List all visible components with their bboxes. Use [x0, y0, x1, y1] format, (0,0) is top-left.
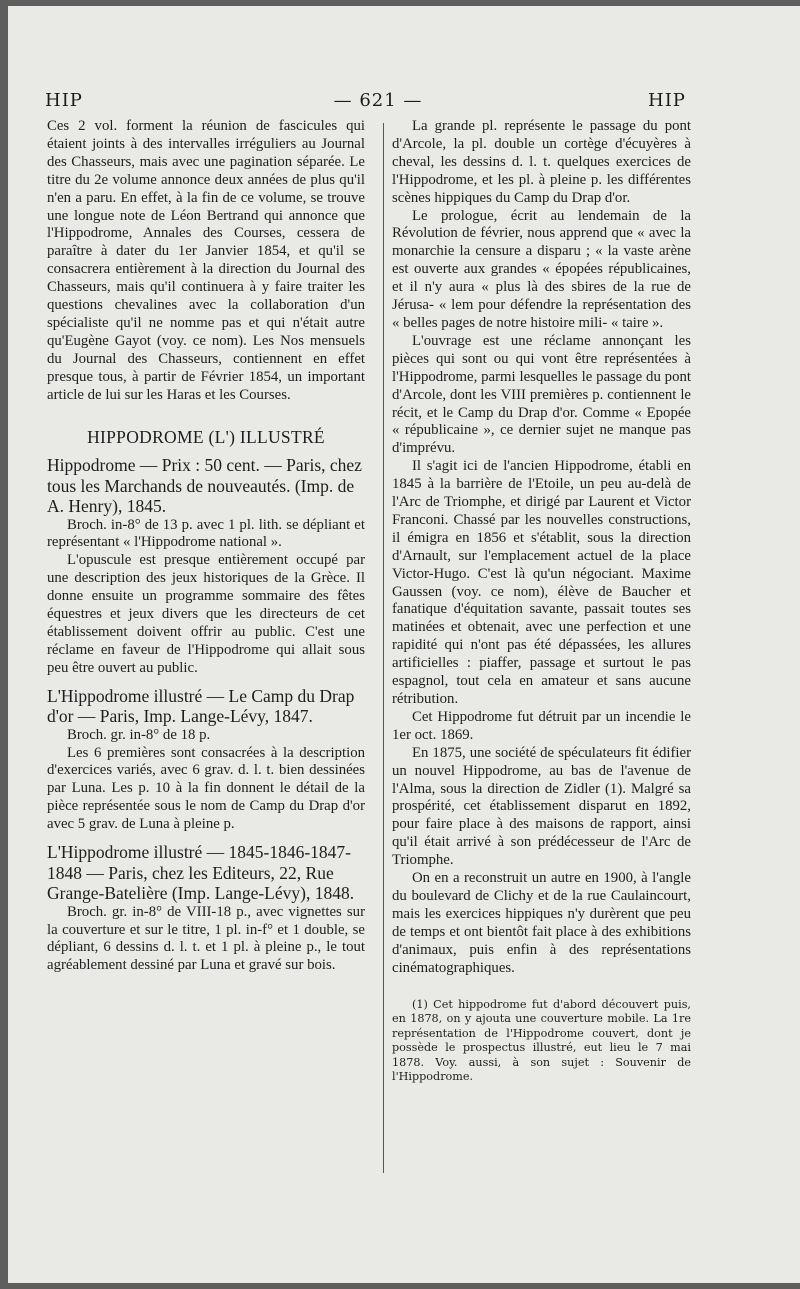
paragraph: En 1875, une société de spéculateurs fit édifier un nouvel Hippodrome, au bas de l'avenue de l'Alma, sous la direction de Zidler (1). Malgré sa prospérité, cet établissement disparut en 1892, pour faire place à des maisons de rapport, ainsi qu'il était arrivé à son prédécesseur de l'Arc de Triomphe. — [392, 744, 691, 869]
paragraph: Broch. gr. in-8° de VIII-18 p., avec vignettes sur la couverture et sur le titre, 1 pl. in-f° et 1 double, se dépliant, 6 dessins d. l. t. et 1 pl. à pleine p., le tout agréablement dessiné par Luna et gravé sur bois. — [47, 903, 365, 974]
page-number: — 621 — — [333, 90, 423, 111]
paragraph: Ces 2 vol. forment la réunion de fascicules qui étaient joints à des intervalles irréguliers au Journal des Chasseurs, mais avec une pagination séparée. Le titre du 2e volume annonce deux années de plus qu'il n'en a paru. En effet, à la fin de ce volume, se trouve une longue note de Léon Bertrand qui annonce que l'Hippodrome, Annales des Courses, cessera de paraître à dater du 1er Janvier 1854, et qu'il se consacrera entièrement à la direction du Journal des Chasseurs, mais qu'il continuera à y faire traiter les questions chevalines avec la collaboration d'un spécialiste qu'il ne nomme pas et qui n'était autre qu'Eugène Gayot (voy. ce nom). Les Nos mensuels du Journal des Chasseurs, contiennent en effet presque tous, à partir de Février 1854, un important article de lui sur les Haras et les Courses. — [47, 118, 365, 403]
paragraph: L'ouvrage est une réclame annonçant les pièces qui sont ou qui vont être représentées à l'Hippodrome, parmi lesquelles le passage du pont d'Arcole, dont les VIII premières p. contiennent le récit, et le Camp du Drap d'or. Comme « Epopée « républicaine », ce dernier sujet ne manque pas d'imprévu. — [392, 332, 691, 457]
paragraph: Broch. in-8° de 13 p. avec 1 pl. lith. se dépliant et représentant « l'Hippodrome national ». — [47, 516, 365, 551]
entry-title: Hippodrome — Prix : 50 cent. — Paris, chez tous les Marchands de nouveautés. (Imp. de A. Henry), 1845. — [47, 455, 362, 516]
paragraph: Les 6 premières sont consacrées à la description d'exercices variés, avec 6 grav. d. l. t. bien dessinées par Luna. Les p. 10 à la fin donnent le détail de la pièce représentée sous le nom de Camp du Drap d'or avec 5 grav. de Luna à pleine p. — [47, 744, 365, 833]
paragraph: On en a reconstruit un autre en 1900, à l'angle du boulevard de Clichy et de la rue Caulaincourt, mais les exercices hippiques n'y durèrent que peu de temps et ont bientôt fait place à des exhibitions d'animaux, puis enfin à des représentations cinématographiques. — [392, 870, 691, 976]
entry-heading: HIPPODROME (L') ILLUSTRÉ — [87, 426, 325, 447]
entry-title: L'Hippodrome illustré — 1845-1846-1847-1848 — Paris, chez les Editeurs, 22, Rue Grange-Batelière (Imp. Lange-Lévy), 1848. — [47, 842, 355, 904]
right-column — [392, 118, 691, 1085]
running-head-left: HIP — [45, 90, 83, 111]
footnote: (1) Cet hippodrome fut d'abord découvert puis, en 1878, on y ajouta une couverture mobile. La 1re représentation de l'Hippodrome couvert, dont je possède le prospectus illustré, eut lieu le 7 mai 1878. Voy. aussi, à son sujet : Souvenir de l'Hippodrome. — [392, 997, 691, 1084]
entry-title: L'Hippodrome illustré — Le Camp du Drap d'or — Paris, Imp. Lange-Lévy, 1847. — [47, 685, 355, 727]
paragraph: Cet Hippodrome fut détruit par un incendie le 1er oct. 1869. — [392, 708, 691, 743]
paragraph: Le prologue, écrit au lendemain de la Révolution de février, nous apprend que « avec la monarchie la censure a disparu ; « la vaste arène est ouverte aux grandes « épopées républicaines, et il n'y aura « plus là des sbires de la rue de Jérusa- « lem pour défendre la représentation des « belles pages de notre histoire mili- « taire ». — [392, 207, 691, 331]
running-head-right: HIP — [648, 90, 686, 111]
column-divider — [383, 123, 384, 1173]
paragraph: Il s'agit ici de l'ancien Hippodrome, établi en 1845 à la barrière de l'Etoile, un peu au-delà de l'Arc de Triomphe, et dirigé par Laurent et Victor Franconi. Chassé par les nouvelles constructions, il émigra en 1856 et s'établit, sous la direction d'Arnault, sur l'emplacement actuel de la place Victor-Hugo. C'est là qu'un négociant. Maxime Gaussen (voy. ce nom), élève de Baucher et fanatique d'équitation savante, passait toutes ses matinées et obtenait, avec une perfection et une rapidité qui n'ont pas été dépassées, les allures artificielles : piaffer, passage et surtout le pas espagnol, tout cela en amateur et sans aucune rétribution. — [392, 458, 691, 707]
paragraph: L'opuscule est presque entièrement occupé par une description des jeux historiques de la Grèce. Il donne ensuite un programme sommaire des fêtes équestres et jeux divers que les directeurs de cet établissement doivent offrir au public. C'est une réclame en faveur de l'Hippodrome qui allait sous peu être ouvert au public. — [47, 552, 365, 676]
left-column — [47, 118, 365, 975]
book-page — [8, 6, 800, 1283]
paragraph: Broch. gr. in-8° de 18 p. — [67, 726, 211, 743]
paragraph: La grande pl. représente le passage du pont d'Arcole, la pl. double un cortège d'écuyères à cheval, les dessins d. l. t. quelques exercices de l'Hippodrome, et les pl. à pleine p. les différentes scènes hippiques du Camp du Drap d'or. — [392, 118, 691, 206]
